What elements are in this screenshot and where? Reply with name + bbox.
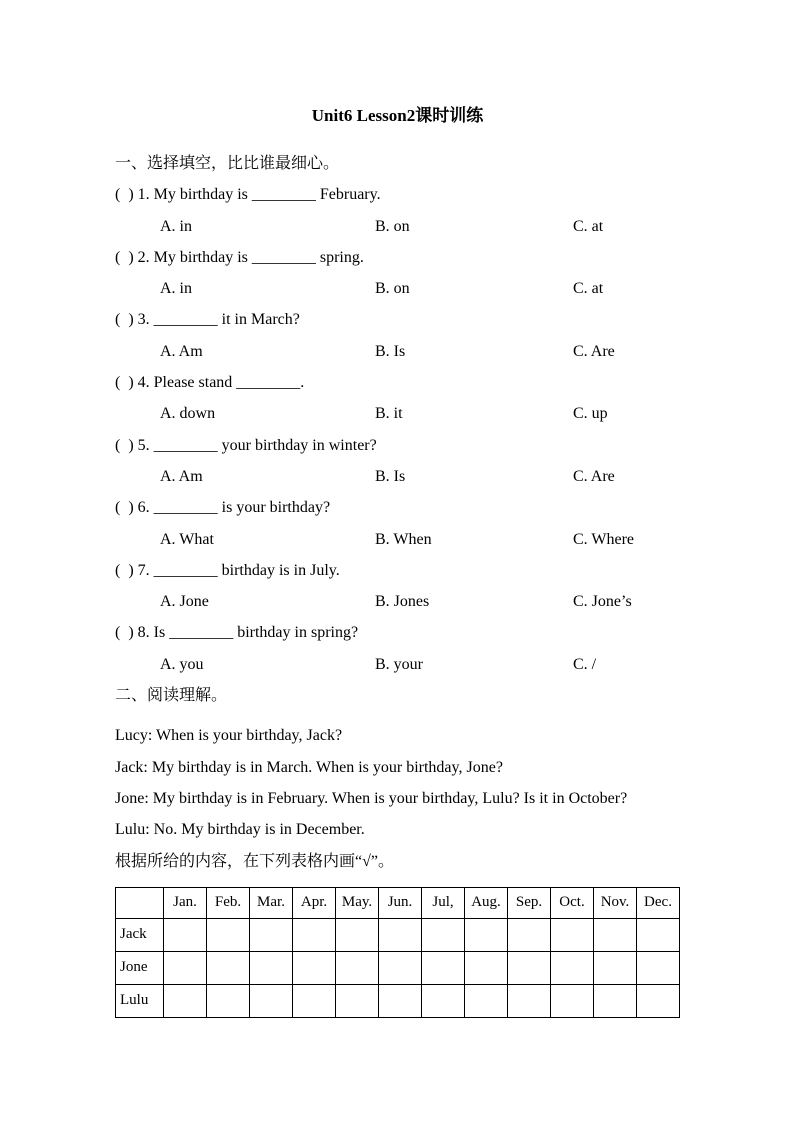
option-c: C. /: [573, 655, 597, 673]
corner-header-cell: [116, 887, 164, 918]
month-cell: [422, 984, 465, 1017]
question-3-stem: ( ) 3. ________ it in March?: [115, 311, 300, 329]
option-c: C. Jone’s: [573, 593, 632, 611]
option-a: A. Jone: [160, 593, 209, 611]
month-cell: [594, 984, 637, 1017]
dialog-line-lulu: Lulu: No. My birthday is in December.: [115, 821, 365, 839]
month-cell: [336, 984, 379, 1017]
question-4-options: [115, 398, 680, 429]
option-a: A. What: [160, 530, 214, 548]
question-2-options: [115, 273, 680, 304]
month-header-mar: Mar.: [250, 887, 293, 918]
month-cell: [293, 984, 336, 1017]
month-cell: [293, 918, 336, 951]
option-b: B. on: [375, 217, 410, 235]
question-6-options: [115, 524, 680, 555]
option-b: B. When: [375, 530, 432, 548]
question-1-stem: ( ) 1. My birthday is ________ February.: [115, 186, 381, 204]
option-c: C. Are: [573, 342, 615, 360]
month-header-oct: Oct.: [551, 887, 594, 918]
option-a: A. Am: [160, 342, 203, 360]
month-cell: [637, 951, 680, 984]
option-a: A. you: [160, 655, 204, 673]
option-c: C. at: [573, 280, 604, 298]
row-label-jack: Jack: [116, 918, 164, 951]
option-b: B. Is: [375, 467, 406, 485]
option-c: C. at: [573, 217, 604, 235]
option-b: B. Is: [375, 342, 406, 360]
section2-heading: 二、阅读理解。: [115, 687, 228, 705]
option-b: B. on: [375, 280, 410, 298]
month-cell: [250, 951, 293, 984]
month-cell: [336, 918, 379, 951]
dialog-block: [115, 720, 680, 845]
month-cell: [207, 918, 250, 951]
month-header-dec: Dec.: [637, 887, 680, 918]
month-cell: [508, 951, 551, 984]
question-7-stem: ( ) 7. ________ birthday is in July.: [115, 561, 340, 579]
question-3-options: [115, 336, 680, 367]
month-cell: [508, 984, 551, 1017]
month-cell: [250, 918, 293, 951]
month-header-sep: Sep.: [508, 887, 551, 918]
question-4-stem: ( ) 4. Please stand ________.: [115, 374, 305, 392]
question-2-stem: ( ) 2. My birthday is ________ spring.: [115, 248, 364, 266]
question-5-stem: ( ) 5. ________ your birthday in winter?: [115, 436, 377, 454]
month-cell: [207, 984, 250, 1017]
question-6-stem: ( ) 6. ________ is your birthday?: [115, 499, 331, 517]
question-1-options: [115, 211, 680, 242]
option-c: C. Are: [573, 467, 615, 485]
month-header-jun: Jun.: [379, 887, 422, 918]
month-header-may: May.: [336, 887, 379, 918]
month-cell: [422, 918, 465, 951]
question-8-options: [115, 649, 680, 680]
month-header-apr: Apr.: [293, 887, 336, 918]
table-row-jack: [116, 918, 680, 951]
table-header-row: [116, 887, 680, 918]
month-cell: [594, 918, 637, 951]
month-cell: [379, 918, 422, 951]
question-5-options: [115, 461, 680, 492]
option-a: A. in: [160, 280, 192, 298]
option-a: A. Am: [160, 467, 203, 485]
section1-heading: 一、选择填空，比比谁最细心。: [115, 155, 340, 172]
option-c: C. up: [573, 405, 608, 423]
option-c: C. Where: [573, 530, 635, 548]
month-cell: [637, 918, 680, 951]
option-a: A. down: [160, 405, 216, 423]
month-cell: [379, 951, 422, 984]
month-header-jan: Jan.: [164, 887, 207, 918]
month-cell: [637, 984, 680, 1017]
month-cell: [508, 918, 551, 951]
month-cell: [551, 984, 594, 1017]
dialog-line-jone: Jone: My birthday is in February. When is your birthday, Lulu? Is it in October?: [115, 789, 628, 807]
table-instruction: 根据所给的内容，在下列表格内画“√”。: [115, 852, 394, 870]
month-cell: [465, 918, 508, 951]
option-b: B. Jones: [375, 593, 430, 611]
month-header-jul: Jul,: [422, 887, 465, 918]
birthday-table: [115, 887, 680, 1018]
month-cell: [594, 951, 637, 984]
month-cell: [465, 951, 508, 984]
month-header-nov: Nov.: [594, 887, 637, 918]
month-cell: [164, 984, 207, 1017]
month-cell: [422, 951, 465, 984]
month-cell: [551, 918, 594, 951]
month-header-feb: Feb.: [207, 887, 250, 918]
month-cell: [164, 918, 207, 951]
option-a: A. in: [160, 217, 192, 235]
row-label-jone: Jone: [116, 951, 164, 984]
dialog-line-jack: Jack: My birthday is in March. When is your birthday, Jone?: [115, 758, 503, 776]
month-cell: [336, 951, 379, 984]
month-cell: [379, 984, 422, 1017]
month-cell: [207, 951, 250, 984]
question-7-options: [115, 586, 680, 617]
dialog-line-lucy: Lucy: When is your birthday, Jack?: [115, 727, 343, 745]
page-title: Unit6 Lesson2课时训练: [311, 106, 484, 125]
month-cell: [293, 951, 336, 984]
option-b: B. your: [375, 655, 423, 673]
table-row-jone: [116, 951, 680, 984]
month-cell: [164, 951, 207, 984]
month-cell: [551, 951, 594, 984]
month-cell: [465, 984, 508, 1017]
option-b: B. it: [375, 405, 403, 423]
question-8-stem: ( ) 8. Is ________ birthday in spring?: [115, 624, 359, 642]
row-label-lulu: Lulu: [116, 984, 164, 1017]
month-cell: [250, 984, 293, 1017]
table-row-lulu: [116, 984, 680, 1017]
month-header-aug: Aug.: [465, 887, 508, 918]
